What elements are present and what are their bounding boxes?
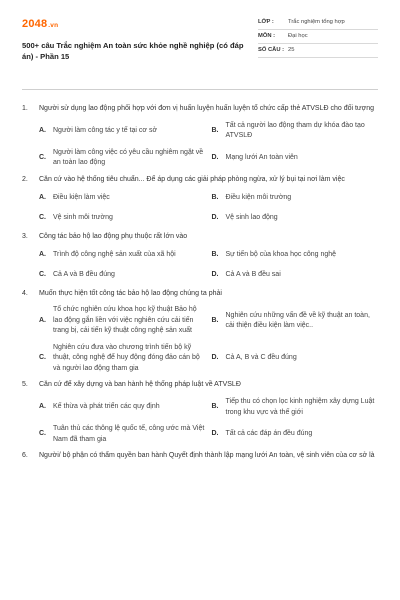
question-stem: [22, 380, 378, 391]
meta-value: 25: [288, 47, 295, 54]
option-text: Điều kiện môi trường: [225, 194, 292, 202]
option-text: Tổ chức nghiên cứu khoa học kỹ thuật Bảo hộ lao động gắn liền với việc nghiên cứu cải tiến trang bị, cải tiến kỹ thuật công nghệ sản xuất: [53, 306, 197, 335]
question-item: [22, 104, 378, 169]
option-text: Người làm công việc có yêu cầu nghiêm ngặt về an toàn lao động: [53, 148, 204, 167]
answer-options: [39, 192, 378, 226]
option-letter: B.: [211, 251, 219, 259]
meta-label: MÔN :: [258, 33, 276, 40]
option-letter: A.: [39, 251, 46, 259]
option-text: Kế thừa và phát triển các quy định: [53, 403, 160, 411]
option-text: Vệ sinh môi trường: [53, 214, 113, 222]
option-letter: A.: [39, 316, 46, 324]
option-letter: A.: [39, 194, 46, 202]
option-text: Người làm công tác y tế tại cơ sở: [53, 127, 158, 135]
option-text: Điều kiện làm việc: [53, 194, 110, 202]
meta-row-subject: [258, 30, 378, 44]
meta-label: LỚP :: [258, 19, 274, 26]
question-text: Người sử dụng lao động phối hợp với đơn vị huấn luyện huấn luyện tổ chức cấp thẻ ATVSLĐ cho đối tượng: [39, 105, 374, 112]
header-left: [22, 16, 252, 62]
question-text: Công tác bảo hộ lao động phụ thuộc rất lớn vào: [39, 232, 188, 240]
option-letter: D.: [211, 214, 219, 222]
meta-value: Trắc nghiệm tổng hợp: [288, 19, 345, 26]
answer-option[interactable]: [212, 269, 379, 283]
question-number: 3.: [22, 232, 28, 240]
option-letter: C.: [39, 214, 46, 222]
meta-value: Đại học: [288, 33, 308, 40]
question-text: Người/ bộ phận có thẩm quyền ban hành Quyết định thành lập mạng lưới An toàn, vệ sinh viên của cơ sở là: [39, 452, 375, 460]
document-header: [22, 16, 378, 76]
answer-option[interactable]: [212, 212, 379, 226]
question-text: Căn cứ để xây dựng và ban hành hệ thống pháp luật về ATVSLĐ: [39, 381, 241, 389]
option-text: Vệ sinh lao động: [225, 214, 278, 222]
question-text: Căn cứ vào hệ thống tiêu chuẩn... Để áp dụng các giải pháp phòng ngừa, xử lý bụi tại nơi làm việc: [39, 175, 345, 183]
option-letter: B.: [211, 316, 219, 324]
question-number: 4.: [22, 289, 28, 297]
answer-option[interactable]: [39, 148, 206, 169]
answer-option[interactable]: [212, 305, 379, 337]
option-letter: B.: [211, 194, 219, 202]
logo-main: 2048: [22, 18, 48, 30]
question-item: [22, 232, 378, 283]
question-list: [22, 104, 378, 462]
answer-option[interactable]: [39, 305, 206, 337]
meta-row-count: [258, 44, 378, 58]
header-divider: [22, 89, 378, 90]
question-number: 2.: [22, 175, 28, 183]
answer-option[interactable]: [39, 212, 206, 226]
option-text: Cả A và B đều sai: [225, 271, 281, 279]
question-item: [22, 175, 378, 226]
logo-suffix: .vn: [48, 22, 59, 29]
question-text: Muốn thực hiện tốt công tác bảo hộ lao động chúng ta phải: [39, 289, 222, 297]
option-letter: B.: [211, 403, 219, 411]
question-stem: [22, 104, 378, 115]
option-letter: D.: [211, 154, 219, 162]
answer-option[interactable]: [39, 397, 206, 418]
answer-options: [39, 305, 378, 374]
option-letter: C.: [39, 271, 46, 279]
option-letter: A.: [39, 127, 46, 135]
option-text: Nghiên cứu đưa vào chương trình tiến bộ kỹ thuật, công nghệ để huy động đóng đảo cán bộ và người lao động tham gia: [53, 343, 200, 372]
answer-option[interactable]: [212, 192, 379, 206]
option-text: Trình độ công nghệ sản xuất của xã hội: [53, 251, 176, 259]
question-item: [22, 289, 378, 375]
option-letter: B.: [211, 127, 219, 135]
answer-options: [39, 249, 378, 283]
answer-option[interactable]: [39, 424, 206, 445]
meta-label: SỐ CÂU :: [258, 47, 285, 54]
document-title: 500+ câu Trắc nghiệm An toàn sức khỏe nghề nghiệp (có đáp án) - Phần 15: [22, 40, 244, 61]
answer-option[interactable]: [39, 343, 206, 375]
option-text: Tất cả các đáp án đều đúng: [225, 430, 313, 438]
answer-option[interactable]: [39, 121, 206, 142]
question-item: [22, 380, 378, 445]
option-text: Cả A và B đều đúng: [53, 271, 115, 279]
option-text: Cả A, B và C đều đúng: [225, 354, 297, 362]
answer-option[interactable]: [212, 397, 379, 418]
option-letter: D.: [211, 430, 219, 438]
meta-info: [258, 16, 378, 58]
answer-option[interactable]: [39, 269, 206, 283]
answer-option[interactable]: [212, 343, 379, 375]
option-text: Tuân thủ các thông lệ quốc tế, công ước mà Việt Nam đã tham gia: [53, 425, 205, 443]
question-number: 5.: [22, 381, 28, 389]
answer-options: [39, 121, 378, 169]
option-letter: C.: [39, 154, 46, 162]
question-stem: [22, 451, 378, 462]
site-logo[interactable]: [22, 16, 252, 33]
question-stem: [22, 232, 378, 243]
answer-option[interactable]: [39, 192, 206, 206]
option-letter: C.: [39, 430, 46, 438]
question-stem: [22, 289, 378, 300]
answer-option[interactable]: [212, 121, 379, 142]
question-item: [22, 451, 378, 462]
option-text: Tiếp thu có chọn lọc kinh nghiệm xây dựng Luật trong khu vực và thế giới: [225, 398, 375, 416]
answer-options: [39, 397, 378, 445]
answer-option[interactable]: [39, 249, 206, 263]
option-text: Mạng lưới An toàn viên: [225, 154, 298, 162]
answer-option[interactable]: [212, 249, 379, 263]
option-letter: D.: [211, 354, 219, 362]
option-text: Nghiên cứu những vấn đề về kỹ thuật an toàn, cải thiện điều kiện làm việc..: [225, 311, 370, 330]
meta-row-class: [258, 16, 378, 30]
option-letter: D.: [211, 271, 219, 279]
answer-option[interactable]: [212, 148, 379, 169]
question-number: 1.: [22, 105, 28, 112]
answer-option[interactable]: [212, 424, 379, 445]
option-letter: C.: [39, 354, 46, 362]
question-number: 6.: [22, 452, 28, 460]
option-text: Tất cả người lao động tham dự khóa đào tạo ATVSLĐ: [225, 121, 365, 140]
option-text: Sự tiến bộ của khoa học công nghệ: [225, 251, 337, 259]
question-stem: [22, 175, 378, 186]
option-letter: A.: [39, 403, 46, 411]
